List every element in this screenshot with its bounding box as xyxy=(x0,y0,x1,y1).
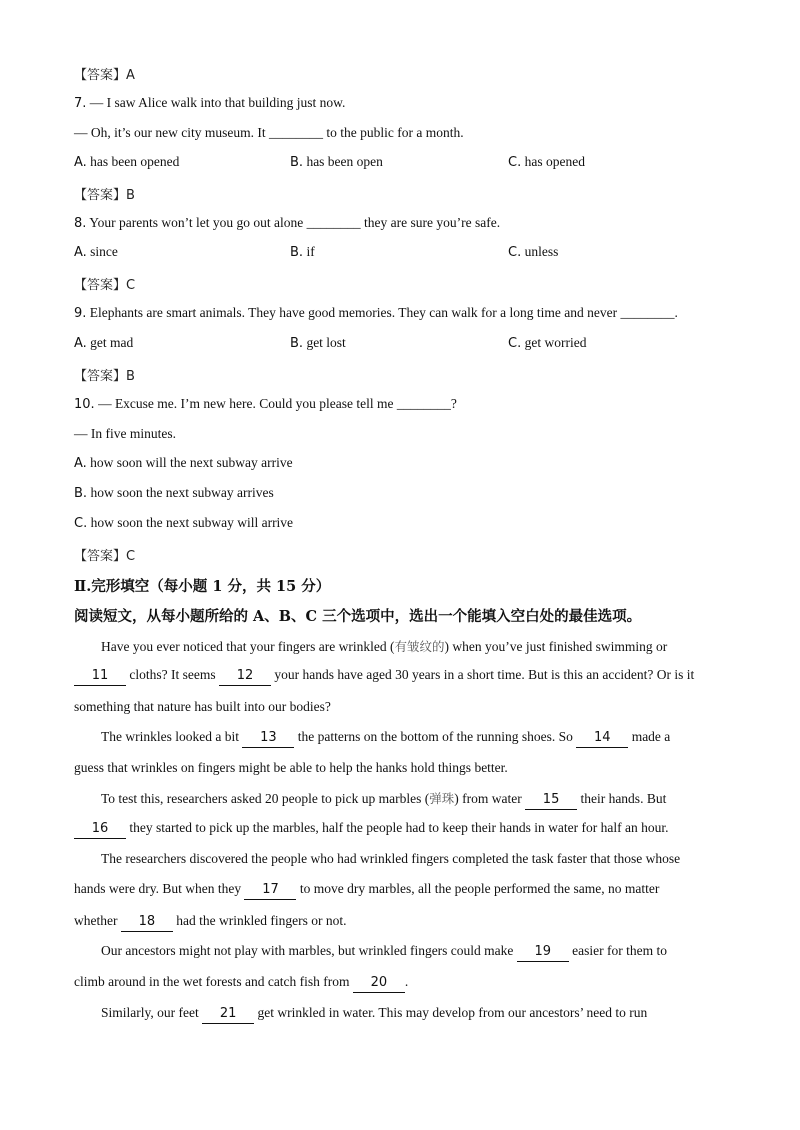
blank-17[interactable]: 17 xyxy=(244,882,296,900)
passage-text: easier for them to xyxy=(572,943,668,958)
blank-18[interactable]: 18 xyxy=(121,914,173,932)
section-instruction: 阅读短文，从每小题所给的 A、B、C 三个选项中，选出一个能填入空白处的最佳选项。 xyxy=(74,608,642,625)
passage-line xyxy=(74,974,408,993)
answer-10: 【答案】C xyxy=(74,549,136,564)
question-number: 9. xyxy=(74,306,87,321)
passage-line xyxy=(101,789,666,810)
question-10-reply: — In five minutes. xyxy=(74,426,176,441)
passage-line: something that nature has built into our bodies? xyxy=(74,699,331,714)
blank-16[interactable]: 16 xyxy=(74,821,126,839)
option-letter: A. xyxy=(74,336,87,351)
passage-line: The researchers discovered the people who had wrinkled fingers completed the task faster that those whose xyxy=(101,851,681,866)
passage-line xyxy=(101,1005,647,1024)
blank-20[interactable]: 20 xyxy=(353,975,405,993)
question-8 xyxy=(74,214,500,233)
answer-8: 【答案】C xyxy=(74,278,136,293)
passage-text: to move dry marbles, all the people performed the same, no matter xyxy=(299,881,660,896)
option-text: if xyxy=(306,244,315,259)
question-text: Elephants are smart animals. They have good memories. They can walk for a long time and never ________. xyxy=(89,305,678,320)
passage-text: Have you ever noticed that your fingers are wrinkled ( xyxy=(101,639,395,654)
blank-11[interactable]: 11 xyxy=(74,668,126,686)
option-a[interactable] xyxy=(74,455,293,471)
passage-text: whether xyxy=(74,913,118,928)
passage-line xyxy=(101,943,667,962)
option-letter: A. xyxy=(74,245,87,260)
passage-line xyxy=(74,913,346,932)
passage-text: cloths? It seems xyxy=(129,667,216,682)
passage-text: ) when you’ve just finished swimming or xyxy=(444,639,668,654)
question-text: — I saw Alice walk into that building just now. xyxy=(89,95,346,110)
passage-text: climb around in the wet forests and catch fish from xyxy=(74,974,350,989)
gloss-text: 弹珠 xyxy=(429,791,455,806)
option-letter: B. xyxy=(290,336,304,351)
option-text: how soon the next subway arrives xyxy=(90,485,274,500)
option-text: has been open xyxy=(306,154,383,169)
option-a[interactable] xyxy=(74,244,118,260)
option-a[interactable] xyxy=(74,154,179,170)
passage-line xyxy=(101,637,667,655)
option-c[interactable] xyxy=(74,515,293,531)
option-c[interactable] xyxy=(508,154,585,170)
passage-text: the patterns on the bottom of the running shoes. So xyxy=(297,729,573,744)
passage-text: Similarly, our feet xyxy=(101,1005,199,1020)
question-text: — Excuse me. I’m new here. Could you please tell me ________? xyxy=(98,396,457,411)
passage-line xyxy=(74,820,668,839)
gloss-text: 有皱纹的 xyxy=(394,639,445,654)
passage-text: . xyxy=(404,974,409,989)
answer-6: 【答案】A xyxy=(74,68,135,83)
option-text: get lost xyxy=(306,335,346,350)
passage-text: your hands have aged 30 years in a short time. But is this an accident? Or is it xyxy=(274,667,695,682)
question-9 xyxy=(74,304,678,323)
option-letter: A. xyxy=(74,456,87,471)
blank-14[interactable]: 14 xyxy=(576,730,628,748)
passage-line xyxy=(74,667,694,686)
passage-line: guess that wrinkles on fingers might be able to help the hanks hold things better. xyxy=(74,760,508,775)
option-b[interactable] xyxy=(290,244,315,260)
question-number: 7. xyxy=(74,96,87,111)
blank-13[interactable]: 13 xyxy=(242,730,294,748)
option-b[interactable] xyxy=(290,154,383,170)
passage-text: To test this, researchers asked 20 people to pick up marbles ( xyxy=(101,791,430,806)
blank-21[interactable]: 21 xyxy=(202,1006,254,1024)
option-text: unless xyxy=(524,244,559,259)
answer-7: 【答案】B xyxy=(74,188,135,203)
passage-text: they started to pick up the marbles, half the people had to keep their hands in water for half an hour. xyxy=(129,820,669,835)
passage-text: ) from water xyxy=(454,791,522,806)
blank-15[interactable]: 15 xyxy=(525,792,577,810)
question-number: 8. xyxy=(74,216,87,231)
question-7-reply: — Oh, it’s our new city museum. It ________ to the public for a month. xyxy=(74,125,464,140)
option-text: since xyxy=(90,244,118,259)
passage-text: hands were dry. But when they xyxy=(74,881,242,896)
section-title: Ⅱ.完形填空（每小题 1 分，共 15 分） xyxy=(74,578,331,595)
option-text: get worried xyxy=(524,335,587,350)
option-text: how soon will the next subway arrive xyxy=(90,455,293,470)
passage-line xyxy=(74,881,659,900)
option-text: how soon the next subway will arrive xyxy=(90,515,294,530)
option-text: has opened xyxy=(524,154,585,169)
option-text: has been opened xyxy=(90,154,180,169)
option-letter: C. xyxy=(74,516,88,531)
passage-text: The wrinkles looked a bit xyxy=(101,729,239,744)
passage-text: made a xyxy=(631,729,671,744)
passage-line xyxy=(101,729,670,748)
question-7 xyxy=(74,94,345,113)
passage-text: get wrinkled in water. This may develop from our ancestors’ need to run xyxy=(257,1005,648,1020)
option-letter: B. xyxy=(74,486,88,501)
option-letter: C. xyxy=(508,155,522,170)
option-b[interactable] xyxy=(74,485,274,501)
option-letter: B. xyxy=(290,245,304,260)
question-text: Your parents won’t let you go out alone ________ they are sure you’re safe. xyxy=(89,215,501,230)
question-10 xyxy=(74,395,457,414)
option-letter: C. xyxy=(508,336,522,351)
passage-text: Our ancestors might not play with marbles, but wrinkled fingers could make xyxy=(101,943,514,958)
option-b[interactable] xyxy=(290,335,346,351)
option-text: get mad xyxy=(90,335,134,350)
option-letter: B. xyxy=(290,155,304,170)
question-number: 10. xyxy=(74,397,95,412)
option-c[interactable] xyxy=(508,244,558,260)
blank-12[interactable]: 12 xyxy=(219,668,271,686)
passage-text: their hands. But xyxy=(580,791,667,806)
option-letter: A. xyxy=(74,155,87,170)
option-c[interactable] xyxy=(508,335,586,351)
option-a[interactable] xyxy=(74,335,133,351)
answer-9: 【答案】B xyxy=(74,369,135,384)
option-letter: C. xyxy=(508,245,522,260)
passage-text: had the wrinkled fingers or not. xyxy=(176,913,347,928)
blank-19[interactable]: 19 xyxy=(517,944,569,962)
